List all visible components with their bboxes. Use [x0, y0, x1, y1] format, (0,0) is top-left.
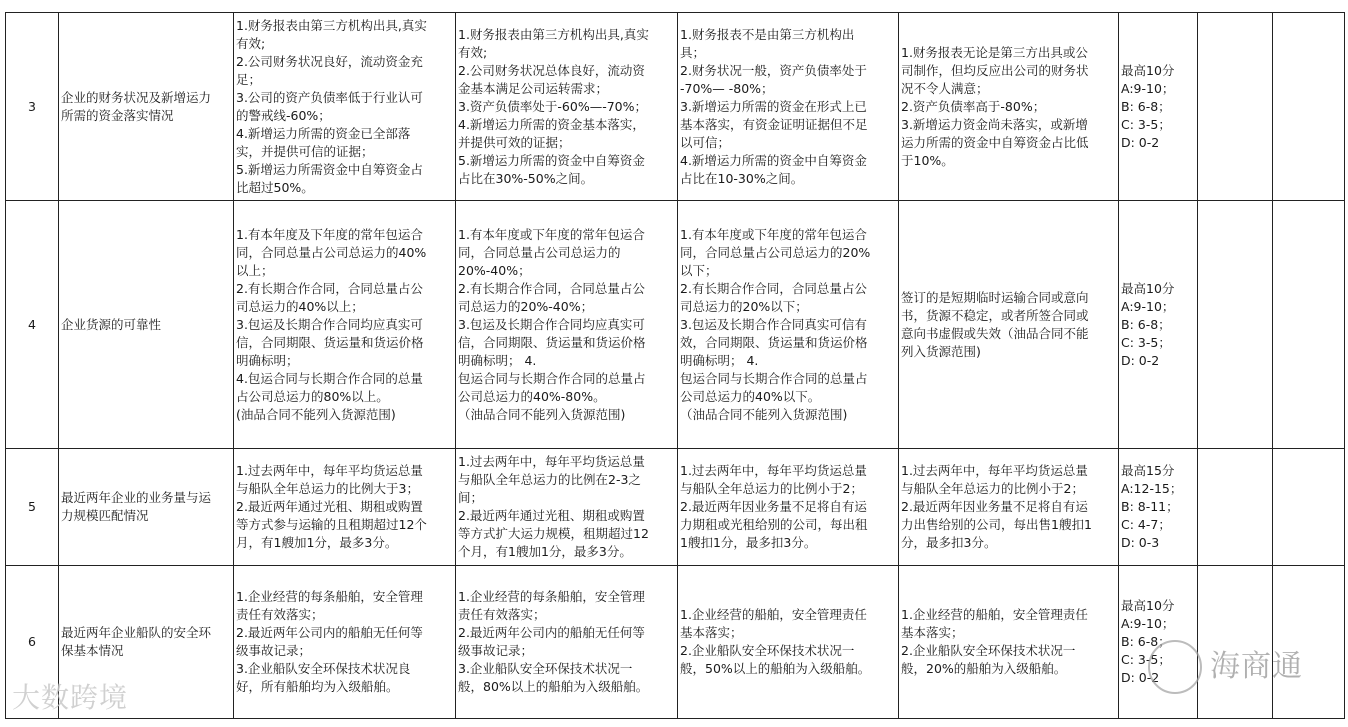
cell-line: 3.新增运力所需的资金在形式上已 [680, 98, 867, 114]
cell-grade-b [456, 449, 678, 566]
cell-line: 最高10分 [1121, 62, 1175, 78]
cell-line: D: 0-2 [1121, 670, 1160, 685]
cell-line: A:12-15； [1121, 481, 1183, 496]
cell-line: （油品合同不能列入货源范围) [458, 406, 626, 422]
cell-line: 公司总运力的40%-80%。 [458, 388, 606, 404]
cell-line: 1.过去两年中，每年平均货运总量 [236, 463, 423, 478]
cell-line: 1.过去两年中，每年平均货运总量 [680, 463, 867, 478]
cell-line: 3.企业船队安全环保技术状况一 [458, 661, 633, 676]
cell-score [1119, 201, 1198, 449]
cell-line: 3.资产负债率处于-60%—-70%； [458, 98, 648, 114]
cell-line: 2.最近两年因业务量不足将自有运 [901, 499, 1088, 514]
cell-line: 以上； [236, 262, 274, 278]
cell-line: 2.最近两年因业务量不足将自有运 [680, 499, 867, 514]
empty-cell [1273, 566, 1345, 719]
cell-line: 司总运力的40%以上； [236, 298, 364, 314]
cell-line: 1.过去两年中，每年平均货运总量 [458, 454, 645, 469]
cell-line: 1.财务报表无论是第三方出具或公 [901, 44, 1088, 60]
cell-line: 级事故记录； [236, 643, 312, 658]
cell-line: 司总运力的20%-40%； [458, 298, 594, 314]
cell-line: 有效; [236, 35, 266, 51]
cell-line: C: 3-5； [1121, 334, 1171, 350]
cell-line: B: 6-8； [1121, 634, 1171, 649]
watermark-haishangtong: 海商通 [1210, 649, 1303, 684]
empty-cell [1273, 201, 1345, 449]
cell-line: C: 3-5； [1121, 652, 1171, 667]
cell-line: 保基本情况 [61, 643, 124, 658]
cell-line: 1.企业经营的每条船舶，安全管理 [236, 589, 423, 604]
cell-line: 2.有长期合作合同，合同总量占公 [680, 280, 867, 296]
cell-line: 最近两年企业的业务量与运 [61, 490, 212, 505]
cell-line: 基本落实，有资金证明证据但不足 [680, 116, 868, 132]
wechat-icon [1148, 640, 1202, 694]
cell-line: 与船队全年总运力的比例在2-3之 [458, 472, 641, 487]
cell-line: 好，所有船舶均为入级船舶。 [236, 679, 399, 694]
cell-grade-b [456, 201, 678, 449]
cell-line: 2.最近两年公司内的船舶无任何等 [236, 625, 423, 640]
row-index: 6 [6, 566, 59, 719]
cell-grade-d [899, 201, 1119, 449]
row-index: 5 [6, 449, 59, 566]
cell-line: 2.资产负债率高于-80%； [901, 98, 1046, 114]
cell-line: 同，合同总量占公司总运力的 [458, 244, 621, 260]
cell-line: 2.公司财务状况良好，流动资金充 [236, 53, 423, 69]
cell-line: 2.财务状况一般，资产负债率处于 [680, 62, 867, 78]
cell-line: 2.公司财务状况总体良好，流动资 [458, 62, 645, 78]
empty-cell [1198, 566, 1273, 719]
cell-line: 等方式参与运输的且租期超过12个 [236, 517, 427, 532]
cell-line: 占比在10-30%之间。 [680, 170, 804, 186]
cell-score [1119, 13, 1198, 201]
cell-line: 列入货源范围) [901, 343, 981, 359]
cell-line: 1.有本年度或下年度的常年包运合 [680, 226, 867, 242]
cell-line: 3.包运及长期合作合同均应真实可 [458, 316, 645, 332]
cell-line: D: 0-2 [1121, 352, 1160, 368]
cell-line: 企业的财务状况及新增运力 [61, 89, 212, 105]
cell-grade-a [234, 13, 456, 201]
table-row [6, 201, 1345, 449]
cell-line: B: 6-8； [1121, 316, 1171, 332]
cell-line: 力期租或光租给别的公司，每出租 [680, 517, 868, 532]
cell-grade-d [899, 449, 1119, 566]
cell-line: （油品合同不能列入货源范围) [680, 406, 848, 422]
cell-line: 4.新增运力所需的资金已全部落 [236, 125, 411, 141]
empty-cell [1273, 13, 1345, 201]
cell-line: 具； [680, 44, 706, 60]
cell-line: 20%-40%； [458, 262, 531, 278]
table-row [6, 13, 1345, 201]
cell-line: 实，并提供可信的证据； [236, 143, 374, 159]
cell-line: 3.新增运力资金尚未落实，或新增 [901, 116, 1088, 132]
cell-line: 比超过50%。 [236, 179, 314, 195]
cell-line: 4.新增运力所需的资金中自筹资金 [680, 152, 867, 168]
cell-grade-b [456, 566, 678, 719]
cell-line: 明确标明； [236, 352, 299, 368]
empty-cell [1198, 201, 1273, 449]
cell-line: 司总运力的20%以下； [680, 298, 808, 314]
cell-item [59, 201, 234, 449]
cell-line: 以下； [680, 262, 718, 278]
cell-line: 责任有效落实； [458, 607, 546, 622]
cell-line: 与船队全年总运力的比例小于2； [901, 481, 1084, 496]
cell-item [59, 449, 234, 566]
cell-line: 2.企业船队安全环保技术状况一 [680, 643, 855, 658]
cell-grade-a [234, 449, 456, 566]
cell-line: 3.包运及长期合作合同均应真实可 [236, 316, 423, 332]
cell-line: 分，最多扣3分。 [901, 535, 997, 550]
cell-line: D: 0-2 [1121, 134, 1160, 150]
cell-line: 5.新增运力所需资金中自筹资金占 [236, 161, 423, 177]
cell-line: 信，合同期限、货运量和货运价格 [458, 334, 646, 350]
cell-grade-d [899, 13, 1119, 201]
cell-score [1119, 449, 1198, 566]
cell-line: 个月，有1艘加1分，最多3分。 [458, 544, 632, 559]
cell-line: -70%— -80%； [680, 80, 774, 96]
cell-line: 1.企业经营的船舶，安全管理责任 [680, 607, 867, 622]
cell-line: C: 3-5； [1121, 116, 1171, 132]
cell-line: 最高10分 [1121, 598, 1175, 613]
cell-line: 1.企业经营的船舶，安全管理责任 [901, 607, 1088, 622]
cell-line: (油品合同不能列入货源范围) [236, 406, 396, 422]
cell-line: 1.财务报表由第三方机构出具,真实 [458, 26, 649, 42]
cell-grade-c [678, 13, 899, 201]
cell-line: 3.包运及长期合作合同真实可信有 [680, 316, 867, 332]
cell-line: 效，合同期限、货运量和货运价格 [680, 334, 868, 350]
cell-line: 力规模匹配情况 [61, 508, 149, 523]
cell-line: 有效; [458, 44, 488, 60]
cell-item [59, 13, 234, 201]
row-index: 3 [6, 13, 59, 201]
cell-line: 明确标明； 4. [680, 352, 759, 368]
cell-line: 占公司总运力的80%以上。 [236, 388, 389, 404]
cell-line: 2.最近两年通过光租、期租或购置 [458, 508, 645, 523]
cell-line: 以可信； [680, 134, 731, 150]
cell-line: 2.最近两年公司内的船舶无任何等 [458, 625, 645, 640]
cell-line: 与船队全年总运力的比例大于3； [236, 481, 419, 496]
empty-cell [1198, 449, 1273, 566]
cell-line: 同，合同总量占公司总运力的20% [680, 244, 871, 260]
cell-line: 意向书虚假或失效（油品合同不能 [901, 325, 1089, 341]
cell-line: 责任有效落实； [236, 607, 324, 622]
table-row [6, 449, 1345, 566]
cell-line: 般，80%以上的船舶为入级船舶。 [458, 679, 649, 694]
cell-line: 占比在30%-50%之间。 [458, 170, 594, 186]
cell-line: 签订的是短期临时运输合同或意向 [901, 289, 1089, 305]
cell-line: B: 6-8； [1121, 98, 1171, 114]
cell-line: 信，合同期限、货运量和货运价格 [236, 334, 424, 350]
cell-grade-d [899, 566, 1119, 719]
cell-line: D: 0-3 [1121, 535, 1160, 550]
cell-line: A:9-10； [1121, 298, 1175, 314]
cell-line: 1.有本年度或下年度的常年包运合 [458, 226, 645, 242]
cell-grade-c [678, 566, 899, 719]
cell-line: 1.过去两年中，每年平均货运总量 [901, 463, 1088, 478]
cell-line: 5.新增运力所需的资金中自筹资金 [458, 152, 645, 168]
cell-line: 最高10分 [1121, 280, 1175, 296]
cell-line: 1.财务报表不是由第三方机构出 [680, 26, 855, 42]
table-row [6, 566, 1345, 719]
cell-line: 3.公司的资产负债率低于行业认可 [236, 89, 423, 105]
cell-line: 同，合同总量占公司总运力的40% [236, 244, 427, 260]
cell-line: 级事故记录； [458, 643, 534, 658]
cell-line: 明确标明； 4. [458, 352, 537, 368]
scoring-table [5, 12, 1345, 719]
empty-cell [1198, 13, 1273, 201]
cell-line: 基本落实； [901, 625, 964, 640]
cell-line: 基本落实； [680, 625, 743, 640]
row-index: 4 [6, 201, 59, 449]
cell-line: 的警戒线-60%； [236, 107, 331, 123]
cell-line: 最高15分 [1121, 463, 1175, 478]
cell-grade-c [678, 449, 899, 566]
watermark-dashu: 大数跨境 [12, 681, 129, 714]
cell-line: 1.企业经营的每条船舶，安全管理 [458, 589, 645, 604]
cell-grade-a [234, 566, 456, 719]
cell-line: 最近两年企业船队的安全环 [61, 625, 212, 640]
cell-line: 4.新增运力所需的资金基本落实， [458, 116, 645, 132]
cell-line: 4.包运合同与长期合作合同的总量 [236, 370, 423, 386]
cell-grade-c [678, 201, 899, 449]
cell-line: 1艘扣1分，最多扣3分。 [680, 535, 817, 550]
cell-line: 1.有本年度及下年度的常年包运合 [236, 226, 423, 242]
cell-line: 包运合同与长期合作合同的总量占 [680, 370, 868, 386]
cell-line: 司制作，但均反应出公司的财务状 [901, 62, 1089, 78]
cell-line: 公司总运力的40%以下。 [680, 388, 821, 404]
cell-line: 所需的资金落实情况 [61, 107, 174, 123]
cell-line: C: 4-7； [1121, 517, 1171, 532]
cell-line: 运力所需的资金中自筹资金占比低 [901, 134, 1089, 150]
cell-line: 力出售给别的公司，每出售1艘扣1 [901, 517, 1092, 532]
cell-line: 足； [236, 71, 262, 87]
cell-grade-b [456, 13, 678, 201]
cell-line: 间； [458, 490, 484, 505]
empty-cell [1273, 449, 1345, 566]
cell-line: 金基本满足公司运转需求； [458, 80, 609, 96]
cell-line: 1.财务报表由第三方机构出具,真实 [236, 17, 427, 33]
cell-line: 书，货源不稳定，或者所签合同或 [901, 307, 1089, 323]
cell-line: 般，20%的船舶为入级船舶。 [901, 661, 1067, 676]
cell-line: B: 8-11； [1121, 499, 1179, 514]
cell-line: 企业货源的可靠性 [61, 316, 162, 332]
cell-line: 2.最近两年通过光租、期租或购置 [236, 499, 423, 514]
cell-line: 并提供可效的证据； [458, 134, 571, 150]
cell-line: 2.有长期合作合同，合同总量占公 [458, 280, 645, 296]
cell-line: 般，50%以上的船舶为入级船舶。 [680, 661, 871, 676]
cell-line: 月，有1艘加1分，最多3分。 [236, 535, 398, 550]
cell-line: A:9-10； [1121, 616, 1175, 631]
cell-grade-a [234, 201, 456, 449]
cell-line: 2.企业船队安全环保技术状况一 [901, 643, 1076, 658]
cell-line: 2.有长期合作合同，合同总量占公 [236, 280, 423, 296]
cell-line: 于10%。 [901, 152, 954, 168]
cell-line: 与船队全年总运力的比例小于2； [680, 481, 863, 496]
cell-line: 况不令人满意； [901, 80, 989, 96]
cell-line: 包运合同与长期合作合同的总量占 [458, 370, 646, 386]
cell-line: A:9-10； [1121, 80, 1175, 96]
cell-line: 等方式扩大运力规模，租期超过12 [458, 526, 649, 541]
cell-line: 3.企业船队安全环保技术状况良 [236, 661, 411, 676]
